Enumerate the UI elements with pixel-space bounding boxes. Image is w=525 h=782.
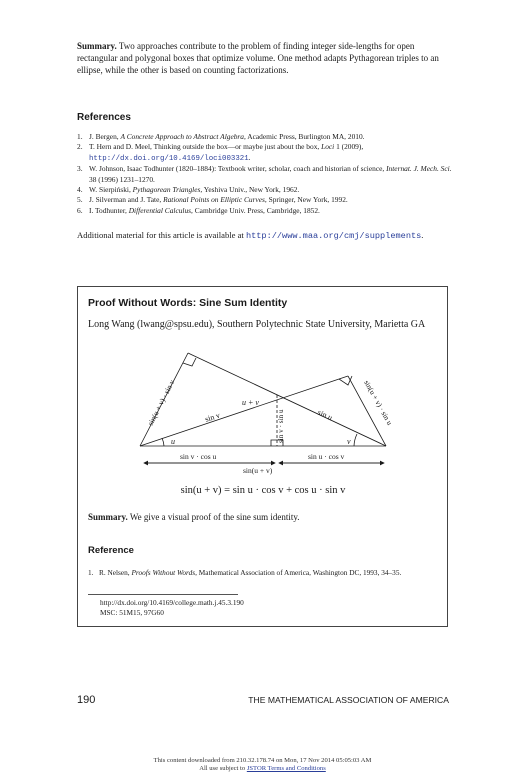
pww-doi: http://dx.doi.org/10.4169/college.math.j.45.3.190 xyxy=(100,598,244,607)
reference-doi-link[interactable]: http://dx.doi.org/10.4169/loci003321 xyxy=(89,154,249,163)
label-u-plus-v: u + v xyxy=(242,398,259,407)
download-notice: This content downloaded from 210.32.178.74 on Mon, 17 Nov 2014 05:05:03 AM All use subject to JSTOR Terms and Conditions xyxy=(153,757,372,772)
reference-item: 4. W. Sierpiński, Pythagorean Triangles, Yeshiva Univ., New York, 1962. xyxy=(77,185,300,195)
jstor-terms-link[interactable]: JSTOR Terms and Conditions xyxy=(246,765,326,772)
reference-item: 6. I. Todhunter, Differential Calculus, Cambridge Univ. Press, Cambridge, 1852. xyxy=(77,205,320,215)
reference-item: 3. W. Johnson, Isaac Todhunter (1820–1884): Textbook writer, scholar, coach and historian of science, Internat. J. Mech. Sci. 38 (1996) 1231–1270. xyxy=(77,164,452,184)
references-list xyxy=(77,132,457,216)
pww-metadata xyxy=(100,598,244,618)
reference-item: 5. J. Silverman and J. Tate, Rational Points on Elliptic Curves, Springer, New York, 1992. xyxy=(77,195,348,205)
pww-author: Long Wang (lwang@spsu.edu), Southern Polytechnic State University, Marietta GA xyxy=(88,319,426,330)
label-sin-u: sin u xyxy=(316,407,334,423)
pww-summary: Summary. We give a visual proof of the sine sum identity. xyxy=(88,512,300,522)
label-hyp-right: sin(u + v) · sin u xyxy=(362,378,395,427)
label-sin-v: sin v xyxy=(203,410,222,424)
footnote-rule xyxy=(88,594,238,595)
figure-lines xyxy=(140,353,386,463)
sine-sum-figure xyxy=(130,348,395,480)
label-base-total: sin(u + v) xyxy=(243,466,273,475)
label-base-right: sin u · cos v xyxy=(308,452,345,461)
pww-reference-heading: Reference xyxy=(88,545,134,556)
summary-label: Summary. xyxy=(77,41,117,51)
label-angle-u: u xyxy=(171,437,175,446)
label-base-left: sin v · cos u xyxy=(180,452,217,461)
reference-item: 2. T. Hern and D. Meel, Thinking outside the box—or maybe just about the box, Loci 1 (2009), http://dx.doi.org/10.4169/loci003321. xyxy=(77,142,364,163)
summary-text: Two approaches contribute to the problem of finding integer side-lengths for open rectangular and polygonal boxes that optimize volume. One method adapts Pythagorean triples to an ellipse, while the other is based on counting factorizations. xyxy=(77,41,439,75)
supplements-link[interactable]: http://www.maa.org/cmj/supplements xyxy=(245,231,422,241)
additional-material: Additional material for this article is available at http://www.maa.org/cmj/supplements. xyxy=(77,230,424,241)
label-hyp-left: sin(u + v) · sin v xyxy=(145,378,177,427)
article-summary xyxy=(77,40,449,76)
reference-item: 1. J. Bergen, A Concrete Approach to Abstract Algebra, Academic Press, Burlington MA, 2010. xyxy=(77,132,365,141)
page-number: 190 xyxy=(77,694,96,706)
label-vertical: sin v · sin u xyxy=(277,409,285,443)
sine-sum-formula: sin(u + v) = sin u · cos v + cos u · sin v xyxy=(180,485,346,496)
pww-msc: MSC: 51M15, 97G60 xyxy=(100,608,164,617)
pww-reference: 1. R. Nelsen, Proofs Without Words, Mathematical Association of America, Washington DC, 1993, 34–35. xyxy=(88,568,402,577)
pww-title: Proof Without Words: Sine Sum Identity xyxy=(88,297,288,309)
references-heading: References xyxy=(77,112,131,123)
label-angle-v: v xyxy=(347,437,351,446)
journal-name: THE MATHEMATICAL ASSOCIATION OF AMERICA xyxy=(248,695,449,705)
